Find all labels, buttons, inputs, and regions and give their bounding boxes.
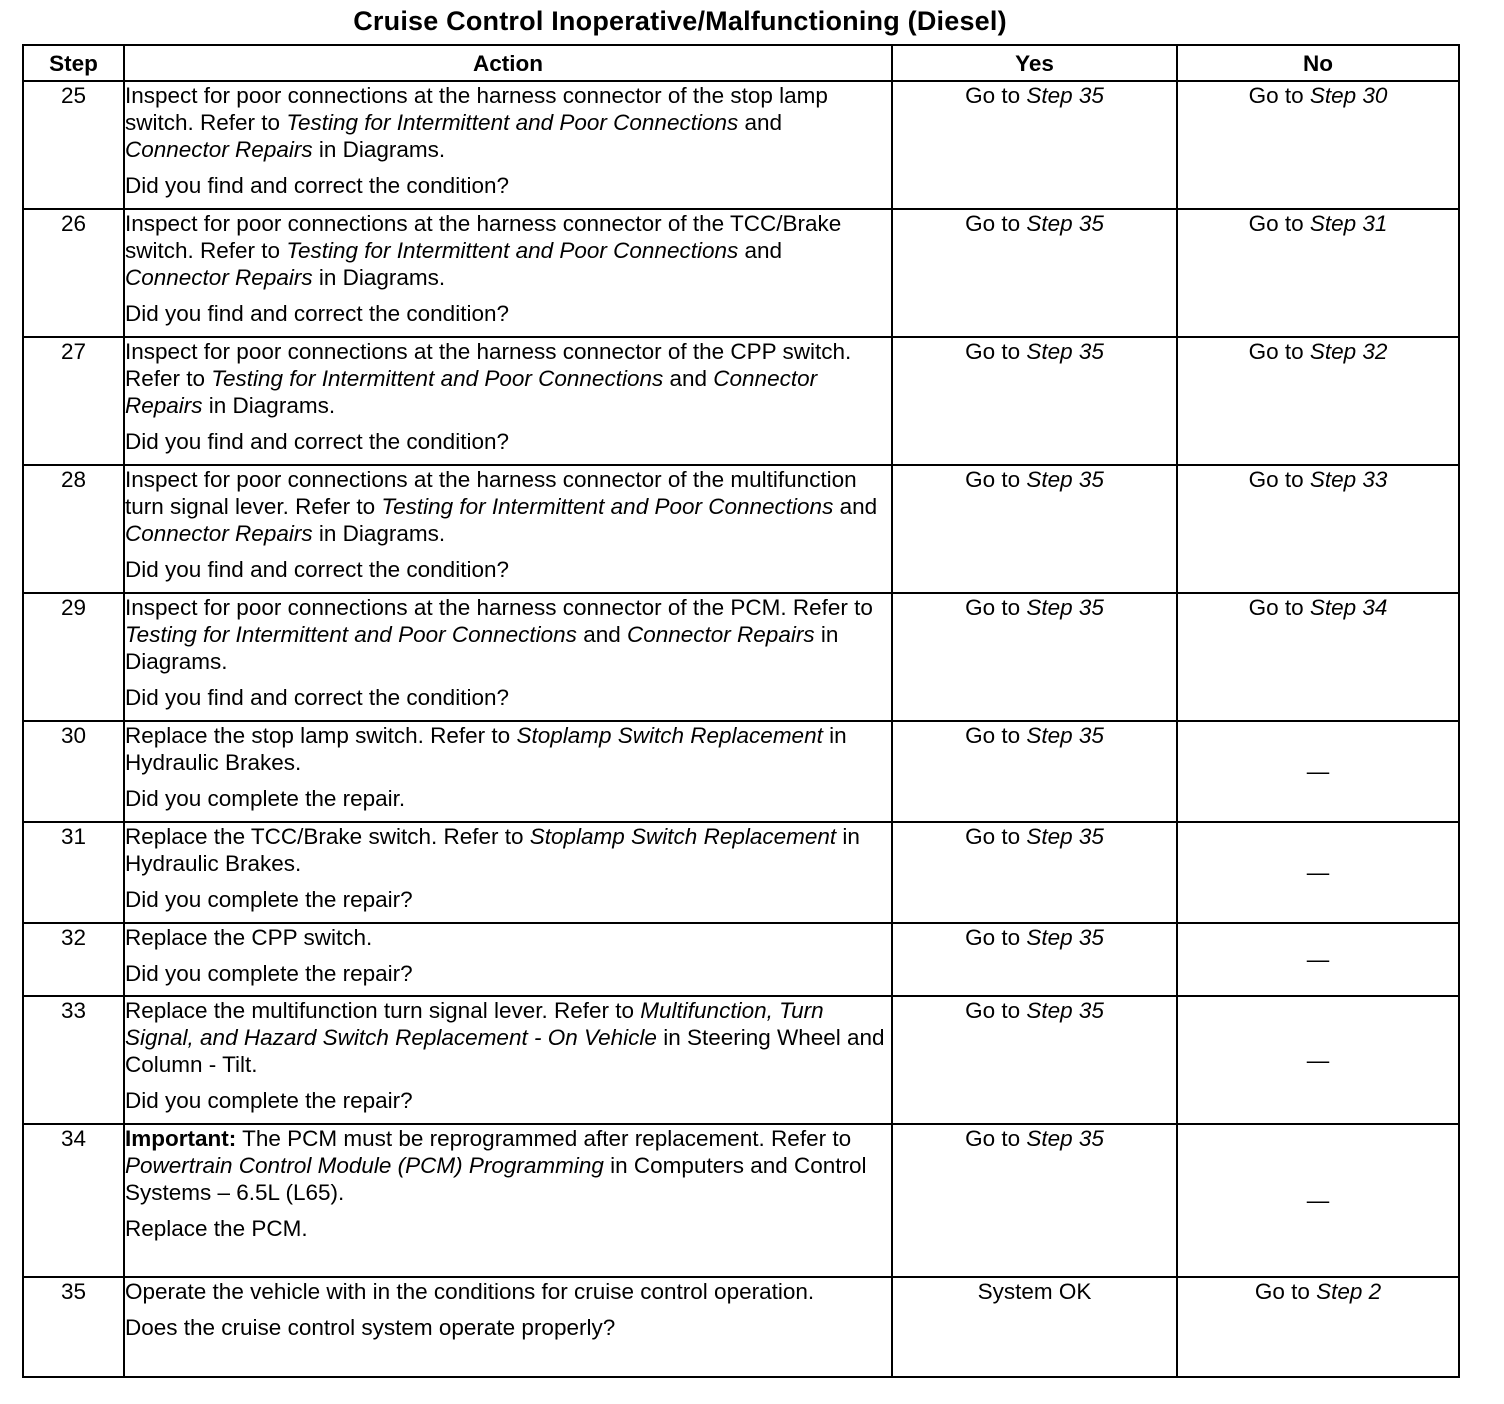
- action-instruction: Operate the vehicle with in the conditions for cruise control operation.: [125, 1279, 815, 1304]
- step-action: [124, 923, 892, 996]
- no-result: —: [1177, 721, 1459, 822]
- no-result: —: [1177, 996, 1459, 1124]
- action-question: Did you complete the repair.: [125, 786, 406, 811]
- step-number: 34: [23, 1124, 124, 1277]
- action-question: Did you complete the repair?: [125, 1088, 413, 1113]
- yes-result: System OK: [892, 1277, 1177, 1377]
- step-number: 35: [23, 1277, 124, 1377]
- no-result: Go to Step 30: [1177, 81, 1459, 209]
- no-result: Go to Step 31: [1177, 209, 1459, 337]
- action-instruction: Inspect for poor connections at the harness connector of the stop lamp switch. Refer to Testing for Intermittent and Poor Connections and Connector Repairs in Diagrams.: [125, 83, 828, 162]
- action-instruction: Replace the stop lamp switch. Refer to Stoplamp Switch Replacement in Hydraulic Brakes.: [125, 723, 847, 775]
- header-yes: Yes: [892, 45, 1177, 81]
- step-action: [124, 81, 892, 209]
- step-action: [124, 465, 892, 593]
- no-result: —: [1177, 1124, 1459, 1277]
- header-no: No: [1177, 45, 1459, 81]
- step-number: 33: [23, 996, 124, 1124]
- yes-result: Go to Step 35: [892, 593, 1177, 721]
- step-action: [124, 1277, 892, 1377]
- table-row: [23, 337, 1459, 465]
- table-row: [23, 1277, 1459, 1377]
- action-question: Does the cruise control system operate properly?: [125, 1315, 616, 1340]
- action-instruction: Replace the TCC/Brake switch. Refer to Stoplamp Switch Replacement in Hydraulic Brakes.: [125, 824, 860, 876]
- step-number: 32: [23, 923, 124, 996]
- step-action: [124, 337, 892, 465]
- yes-result: Go to Step 35: [892, 822, 1177, 923]
- step-number: 26: [23, 209, 124, 337]
- step-action: [124, 593, 892, 721]
- step-action: [124, 1124, 892, 1277]
- table-row: [23, 822, 1459, 923]
- step-action: [124, 822, 892, 923]
- table-row: [23, 923, 1459, 996]
- yes-result: Go to Step 35: [892, 1124, 1177, 1277]
- yes-result: Go to Step 35: [892, 209, 1177, 337]
- table-row: [23, 1124, 1459, 1277]
- header-step: Step: [23, 45, 124, 81]
- action-question: Replace the PCM.: [125, 1216, 308, 1241]
- action-instruction: Inspect for poor connections at the harness connector of the PCM. Refer to Testing for Intermittent and Poor Connections and Connector Repairs in Diagrams.: [125, 595, 873, 674]
- action-question: Did you find and correct the condition?: [125, 557, 509, 582]
- action-instruction: Inspect for poor connections at the harness connector of the multifunction turn signal lever. Refer to Testing for Intermittent and Poor Connections and Connector Repairs in Diagrams.: [125, 467, 878, 546]
- action-question: Did you find and correct the condition?: [125, 173, 509, 198]
- action-instruction: Inspect for poor connections at the harness connector of the CPP switch. Refer to Testing for Intermittent and Poor Connections and Connector Repairs in Diagrams.: [125, 339, 852, 418]
- yes-result: Go to Step 35: [892, 996, 1177, 1124]
- action-question: Did you find and correct the condition?: [125, 429, 509, 454]
- step-action: [124, 209, 892, 337]
- table-row: [23, 465, 1459, 593]
- no-result: Go to Step 33: [1177, 465, 1459, 593]
- table-row: [23, 996, 1459, 1124]
- step-number: 30: [23, 721, 124, 822]
- step-number: 29: [23, 593, 124, 721]
- yes-result: Go to Step 35: [892, 721, 1177, 822]
- yes-result: Go to Step 35: [892, 337, 1177, 465]
- action-question: Did you find and correct the condition?: [125, 301, 509, 326]
- table-body: [23, 81, 1459, 1377]
- no-result: —: [1177, 923, 1459, 996]
- step-action: [124, 996, 892, 1124]
- step-number: 28: [23, 465, 124, 593]
- no-result: Go to Step 34: [1177, 593, 1459, 721]
- step-number: 31: [23, 822, 124, 923]
- table-row: [23, 81, 1459, 209]
- action-question: Did you complete the repair?: [125, 887, 413, 912]
- no-result: Go to Step 2: [1177, 1277, 1459, 1377]
- action-question: Did you complete the repair?: [125, 961, 413, 986]
- table-row: [23, 593, 1459, 721]
- diagnostic-table: [22, 44, 1460, 1378]
- page-title: Cruise Control Inoperative/Malfunctioning (Diesel): [353, 6, 1007, 36]
- yes-result: Go to Step 35: [892, 923, 1177, 996]
- action-instruction: Replace the CPP switch.: [125, 925, 373, 950]
- header-row: [23, 45, 1459, 81]
- step-number: 27: [23, 337, 124, 465]
- action-instruction: Replace the multifunction turn signal lever. Refer to Multifunction, Turn Signal, and Hazard Switch Replacement - On Vehicle in Steering Wheel and Column - Tilt.: [125, 998, 885, 1077]
- step-action: [124, 721, 892, 822]
- yes-result: Go to Step 35: [892, 81, 1177, 209]
- action-instruction: Important: The PCM must be reprogrammed after replacement. Refer to Powertrain Control Module (PCM) Programming in Computers and Control Systems – 6.5L (L65).: [125, 1126, 867, 1205]
- no-result: Go to Step 32: [1177, 337, 1459, 465]
- yes-result: Go to Step 35: [892, 465, 1177, 593]
- no-result: —: [1177, 822, 1459, 923]
- action-question: Did you find and correct the condition?: [125, 685, 509, 710]
- step-number: 25: [23, 81, 124, 209]
- action-instruction: Inspect for poor connections at the harness connector of the TCC/Brake switch. Refer to Testing for Intermittent and Poor Connections and Connector Repairs in Diagrams.: [125, 211, 842, 290]
- table-row: [23, 721, 1459, 822]
- header-action: Action: [124, 45, 892, 81]
- table-row: [23, 209, 1459, 337]
